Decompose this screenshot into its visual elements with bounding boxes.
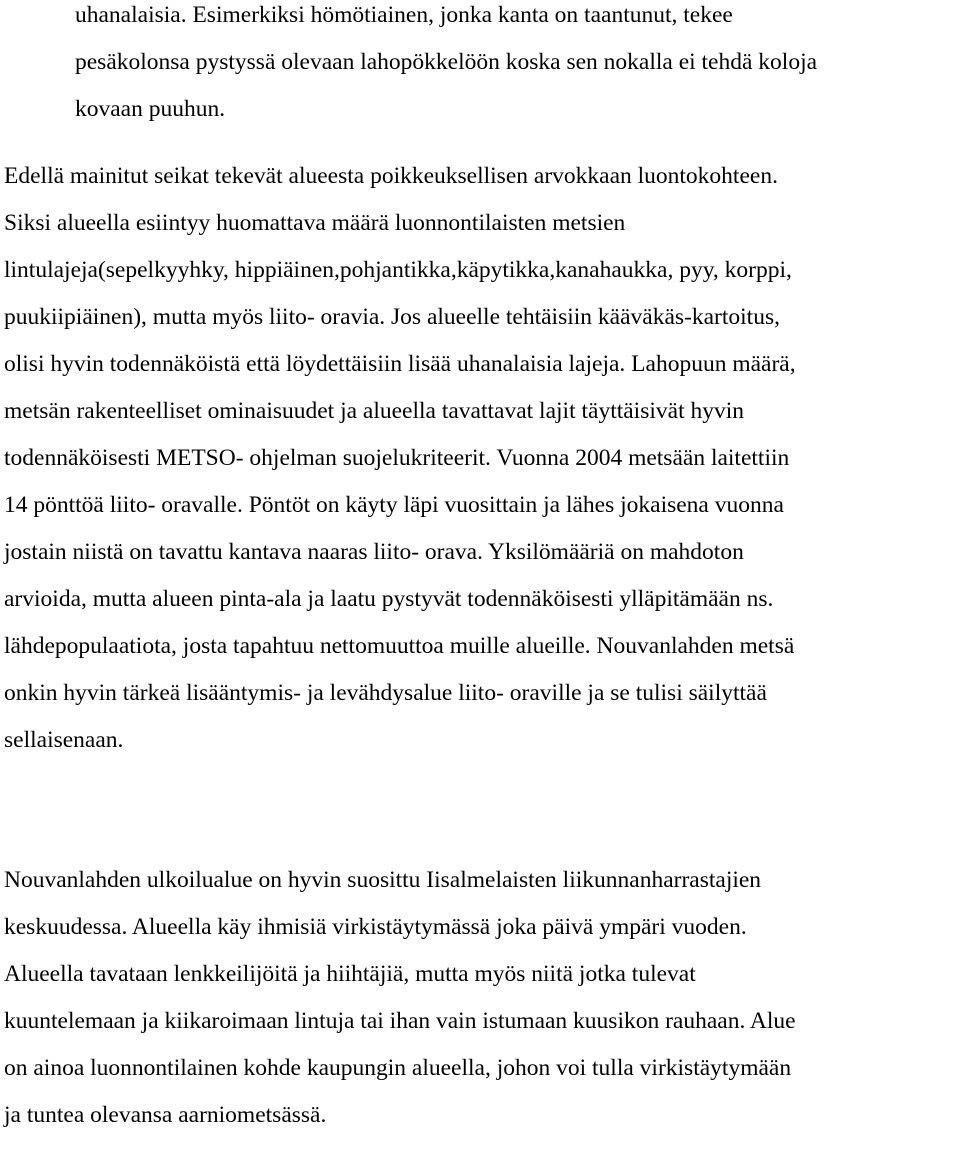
text-line: keskuudessa. Alueella käy ihmisiä virkistäytymässä joka päivä ympäri vuoden. xyxy=(4,914,747,940)
text-line: pesäkolonsa pystyssä olevaan lahopökkelöön koska sen nokalla ei tehdä koloja xyxy=(75,49,818,75)
text-line: metsän rakenteelliset ominaisuudet ja alueella tavattavat lajit täyttäisivät hyvin xyxy=(4,398,744,424)
text-line: lintulajeja(sepelkyyhky, hippiäinen,pohjantikka,käpytikka,kanahaukka, pyy, korppi, xyxy=(4,257,792,283)
text-line: jostain niistä on tavattu kantava naaras liito- orava. Yksilömääriä on mahdoton xyxy=(4,539,744,565)
text-line: onkin hyvin tärkeä lisääntymis- ja levähdysalue liito- oraville ja se tulisi säilyttää xyxy=(4,680,767,706)
text-line: 14 pönttöä liito- oravalle. Pöntöt on käyty läpi vuosittain ja lähes jokaisena vuonna xyxy=(4,492,784,518)
text-line: ja tuntea olevansa aarniometsässä. xyxy=(4,1102,327,1128)
text-line: uhanalaisia. Esimerkiksi hömötiainen, jonka kanta on taantunut, tekee xyxy=(75,2,733,28)
text-line: Nouvanlahden ulkoilualue on hyvin suosittu Iisalmelaisten liikunnanharrastajien xyxy=(4,867,762,893)
text-line: arvioida, mutta alueen pinta-ala ja laatu pystyvät todennäköisesti ylläpitämään ns. xyxy=(4,586,774,612)
text-line: kuuntelemaan ja kiikaroimaan lintuja tai ihan vain istumaan kuusikon rauhaan. Alue xyxy=(4,1008,796,1034)
text-line: kovaan puuhun. xyxy=(75,96,226,122)
text-line: lähdepopulaatiota, josta tapahtuu nettomuuttoa muille alueille. Nouvanlahden metsä xyxy=(4,633,795,659)
text-line: todennäköisesti METSO- ohjelman suojelukriteerit. Vuonna 2004 metsään laitettiin xyxy=(4,445,790,471)
text-line: Alueella tavataan lenkkeilijöitä ja hiihtäjiä, mutta myös niitä jotka tulevat xyxy=(4,961,696,987)
text-line: sellaisenaan. xyxy=(4,727,124,753)
text-line: puukiipiäinen), mutta myös liito- oravia. Jos alueelle tehtäisiin kääväkäs-kartoitus, xyxy=(4,304,780,330)
text-line: olisi hyvin todennäköistä että löydettäisiin lisää uhanalaisia lajeja. Lahopuun määrä, xyxy=(4,351,796,377)
text-line: Edellä mainitut seikat tekevät alueesta poikkeuksellisen arvokkaan luontokohteen. xyxy=(4,163,778,189)
text-line: Siksi alueella esiintyy huomattava määrä luonnontilaisten metsien xyxy=(4,210,626,236)
text-line: on ainoa luonnontilainen kohde kaupungin alueella, johon voi tulla virkistäytymään xyxy=(4,1055,792,1081)
